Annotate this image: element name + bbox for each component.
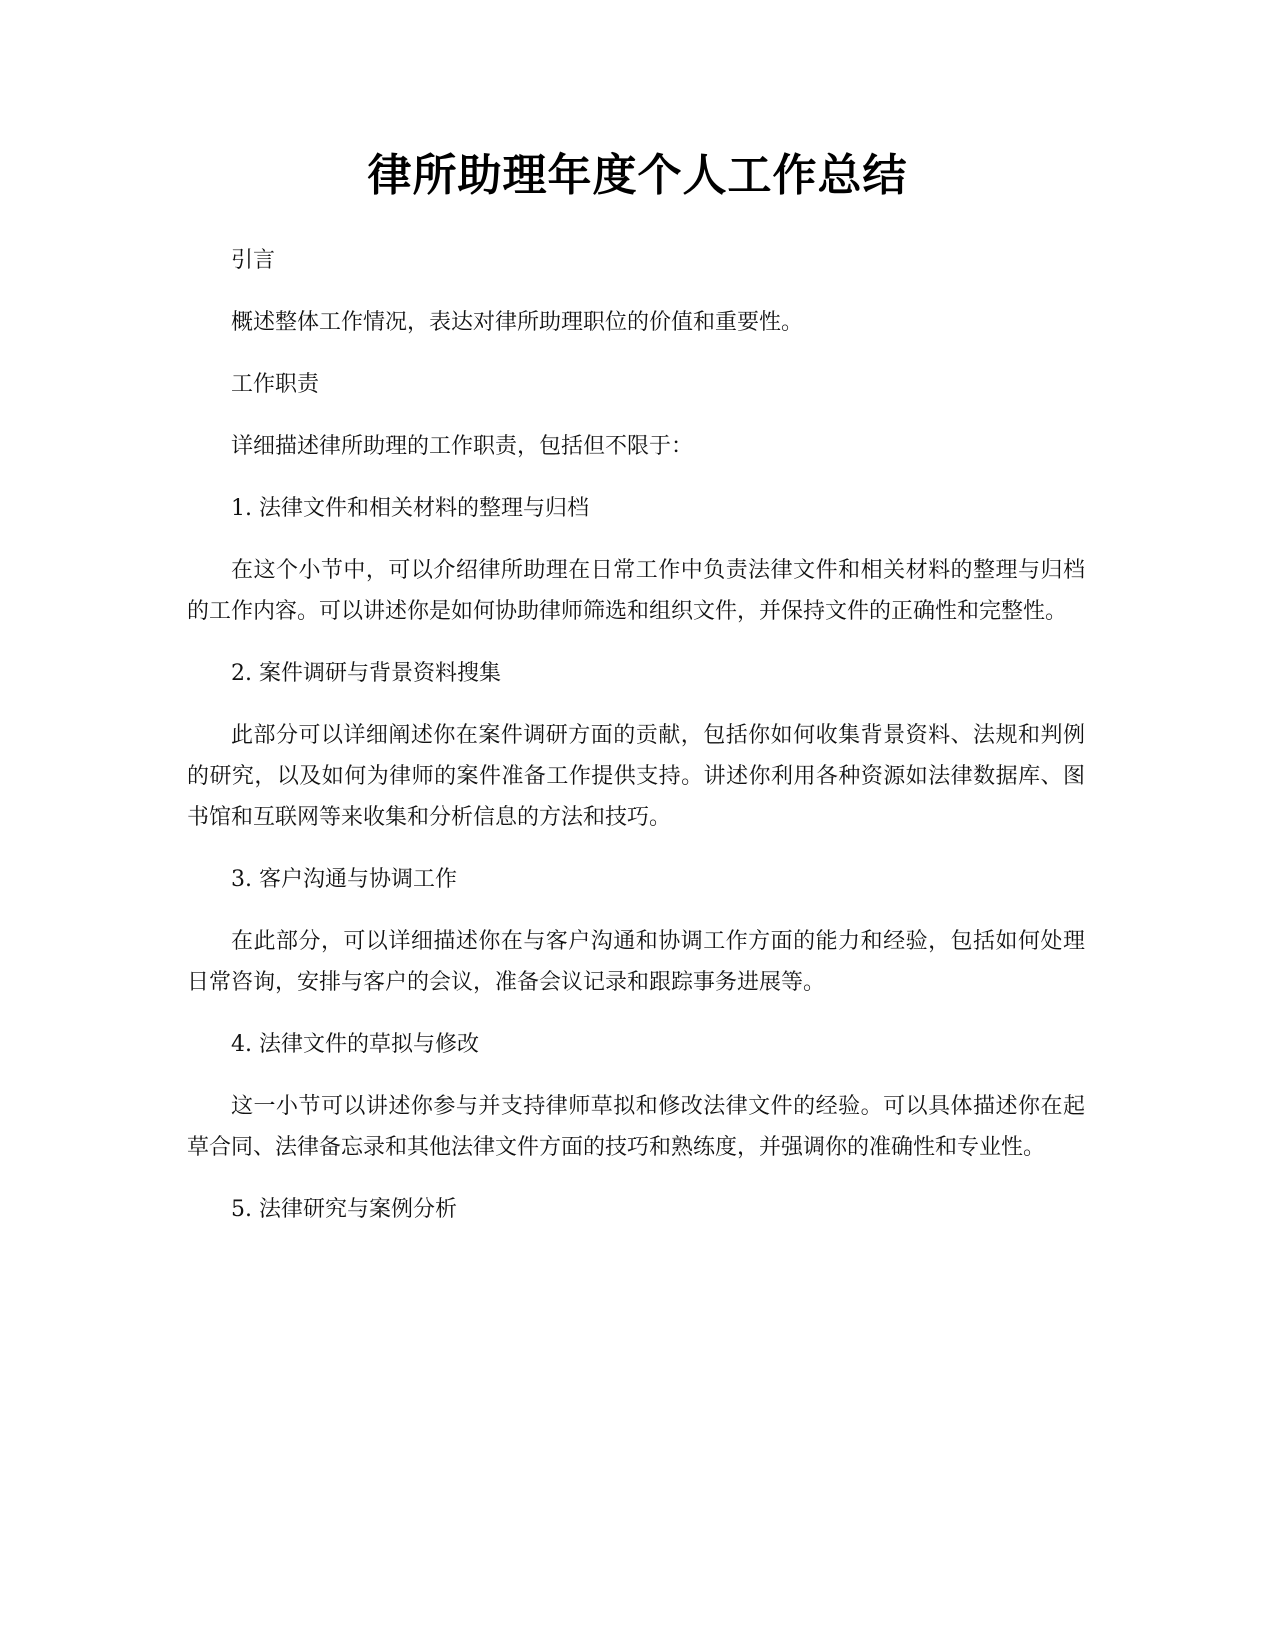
section-heading-3: 3. 客户沟通与协调工作 <box>231 867 457 892</box>
document-title: 律所助理年度个人工作总结 <box>367 150 908 201</box>
section-paragraph-1: 在这个小节中，可以介绍律所助理在日常工作中负责法律文件和相关材料的整理与归档的工作内容。可以讲述你是如何协助律师筛选和组织文件，并保持文件的正确性和完整性。 <box>187 558 1085 624</box>
paragraph-responsibilities-intro: 详细描述律所助理的工作职责，包括但不限于： <box>231 434 694 459</box>
heading-responsibilities: 工作职责 <box>231 372 320 397</box>
section-paragraph-2: 此部分可以详细阐述你在案件调研方面的贡献，包括你如何收集背景资料、法规和判例的研究，以及如何为律师的案件准备工作提供支持。讲述你利用各种资源如法律数据库、图书馆和互联网等来收集和分析信息的方法和技巧。 <box>187 723 1085 830</box>
section-heading-1: 1. 法律文件和相关材料的整理与归档 <box>231 496 589 521</box>
paragraph-overview: 概述整体工作情况，表达对律所助理职位的价值和重要性。 <box>231 310 804 335</box>
section-heading-2: 2. 案件调研与背景资料搜集 <box>231 661 501 686</box>
heading-introduction: 引言 <box>231 248 276 273</box>
section-paragraph-4: 这一小节可以讲述你参与并支持律师草拟和修改法律文件的经验。可以具体描述你在起草合同、法律备忘录和其他法律文件方面的技巧和熟练度，并强调你的准确性和专业性。 <box>187 1094 1085 1160</box>
section-heading-4: 4. 法律文件的草拟与修改 <box>231 1032 479 1057</box>
section-paragraph-3: 在此部分，可以详细描述你在与客户沟通和协调工作方面的能力和经验，包括如何处理日常咨询，安排与客户的会议，准备会议记录和跟踪事务进展等。 <box>187 929 1085 995</box>
document-body <box>187 240 1085 1230</box>
section-heading-5: 5. 法律研究与案例分析 <box>231 1197 457 1222</box>
